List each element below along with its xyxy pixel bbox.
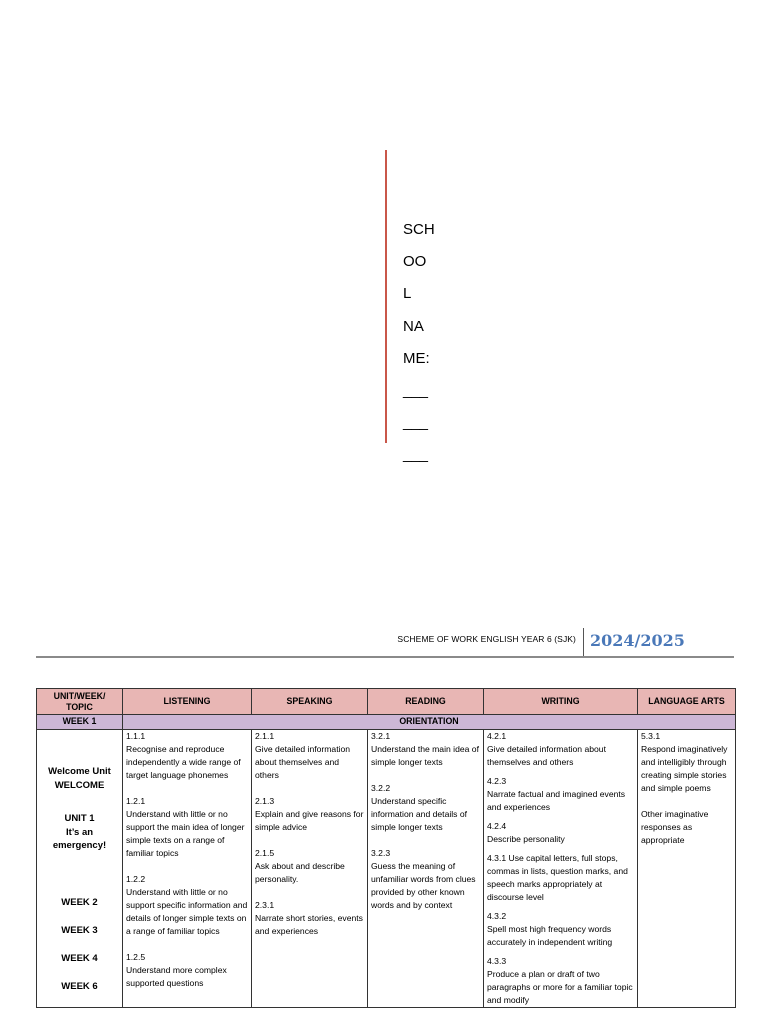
unit-title: It’s an: [65, 826, 94, 838]
speaking-cell: [252, 730, 368, 1008]
standard-text: Understand with little or no support specific information and details of longer simple texts on a range of familiar topics: [126, 887, 248, 936]
standard-code: 2.1.3: [255, 796, 275, 806]
topic-cell: [37, 730, 123, 1008]
school-name-line: L: [403, 285, 412, 303]
standard-code: 4.3.2: [487, 911, 507, 921]
table-header-row: [37, 689, 736, 715]
standard-code: 4.3.3: [487, 956, 507, 966]
standard-text: Ask about and describe personality.: [255, 861, 345, 884]
school-name-blank: ___: [403, 446, 429, 464]
cover-divider-line: [385, 150, 387, 443]
school-name-field: [403, 214, 435, 472]
standard-code: 1.2.2: [126, 874, 146, 884]
standard-text: Explain and give reasons for simple advice: [255, 809, 364, 832]
standard-text: 4.3.1 Use capital letters, full stops, commas in lists, question marks, and speech marks appropriately at discourse level: [487, 853, 628, 902]
writing-cell: [484, 730, 638, 1008]
week-label: WEEK 3: [61, 924, 98, 936]
document-title: SCHEME OF WORK ENGLISH YEAR 6 (SJK): [397, 634, 576, 644]
week-1-row: [37, 715, 736, 730]
school-name-blank: ___: [403, 382, 429, 400]
standard-code: 2.3.1: [255, 900, 275, 910]
listening-cell: [123, 730, 252, 1008]
standard-text: Understand the main idea of simple longer texts: [371, 744, 479, 767]
standard-text: Produce a plan or draft of two paragraphs or more for a familiar topic and modify: [487, 969, 633, 1005]
unit-label: UNIT 1: [64, 813, 95, 824]
standard-text: Recognise and reproduce independently a wide range of target language phonemes: [126, 744, 241, 780]
school-name-line: NA: [403, 317, 424, 335]
standard-code: 3.2.2: [371, 783, 391, 793]
welcome-label: WELCOME: [54, 779, 105, 791]
reading-cell: [368, 730, 484, 1008]
standard-text: Understand with little or no support the main idea of longer simple texts on a range of familiar topics: [126, 809, 245, 858]
standard-text: Understand more complex supported questions: [126, 965, 227, 988]
standard-text: Describe personality: [487, 834, 565, 844]
orientation-label: ORIENTATION: [123, 715, 736, 730]
standard-code: 2.1.5: [255, 848, 275, 858]
unit-1-row: [37, 730, 736, 1008]
scheme-of-work-table: [36, 688, 736, 1008]
standard-text: Narrate factual and imagined events and experiences: [487, 789, 626, 812]
standard-text: Give detailed information about themselves and others: [255, 744, 351, 780]
standard-code: 1.2.5: [126, 952, 146, 962]
column-header-language-arts: LANGUAGE ARTS: [638, 689, 736, 715]
standard-text: Respond imaginatively and intelligibly through creating simple stories and simple poems: [641, 744, 728, 793]
column-header-reading: READING: [368, 689, 484, 715]
standard-code: 4.2.1: [487, 731, 507, 741]
academic-year: 2024/2025: [590, 631, 685, 650]
standard-text: Give detailed information about themselves and others: [487, 744, 606, 767]
school-name-line: SCH: [403, 221, 435, 238]
standard-text: Guess the meaning of unfamiliar words from clues provided by other known words and by context: [371, 861, 476, 910]
standard-code: 4.2.3: [487, 776, 507, 786]
column-header-topic: UNIT/WEEK/ TOPIC: [37, 689, 123, 715]
column-header-listening: LISTENING: [123, 689, 252, 715]
week-label: WEEK 2: [61, 896, 98, 908]
welcome-unit-label: Welcome Unit: [48, 766, 111, 777]
standard-code: 1.1.1: [126, 731, 146, 741]
week-label: WEEK 6: [61, 980, 98, 992]
standard-text: Other imaginative responses as appropriate: [641, 809, 709, 845]
standard-code: 4.2.4: [487, 821, 507, 831]
standard-code: 1.2.1: [126, 796, 146, 806]
school-name-blank: ___: [403, 414, 429, 432]
column-header-speaking: SPEAKING: [252, 689, 368, 715]
standard-text: Spell most high frequency words accurately in independent writing: [487, 924, 613, 947]
header-separator: [583, 628, 584, 656]
page-header: [0, 628, 768, 658]
header-rule: [36, 656, 734, 658]
standard-text: Understand specific information and details of simple longer texts: [371, 796, 468, 832]
standard-code: 5.3.1: [641, 731, 661, 741]
school-name-line: ME:: [403, 349, 430, 367]
standard-code: 3.2.3: [371, 848, 391, 858]
standard-code: 2.1.1: [255, 731, 275, 741]
week-label: WEEK 4: [61, 952, 98, 964]
standard-code: 3.2.1: [371, 731, 391, 741]
language-arts-cell: [638, 730, 736, 1008]
standard-text: Narrate short stories, events and experiences: [255, 913, 363, 936]
week-label: WEEK 1: [37, 715, 123, 730]
unit-title: emergency!: [52, 840, 107, 851]
column-header-writing: WRITING: [484, 689, 638, 715]
school-name-line: OO: [403, 253, 427, 271]
